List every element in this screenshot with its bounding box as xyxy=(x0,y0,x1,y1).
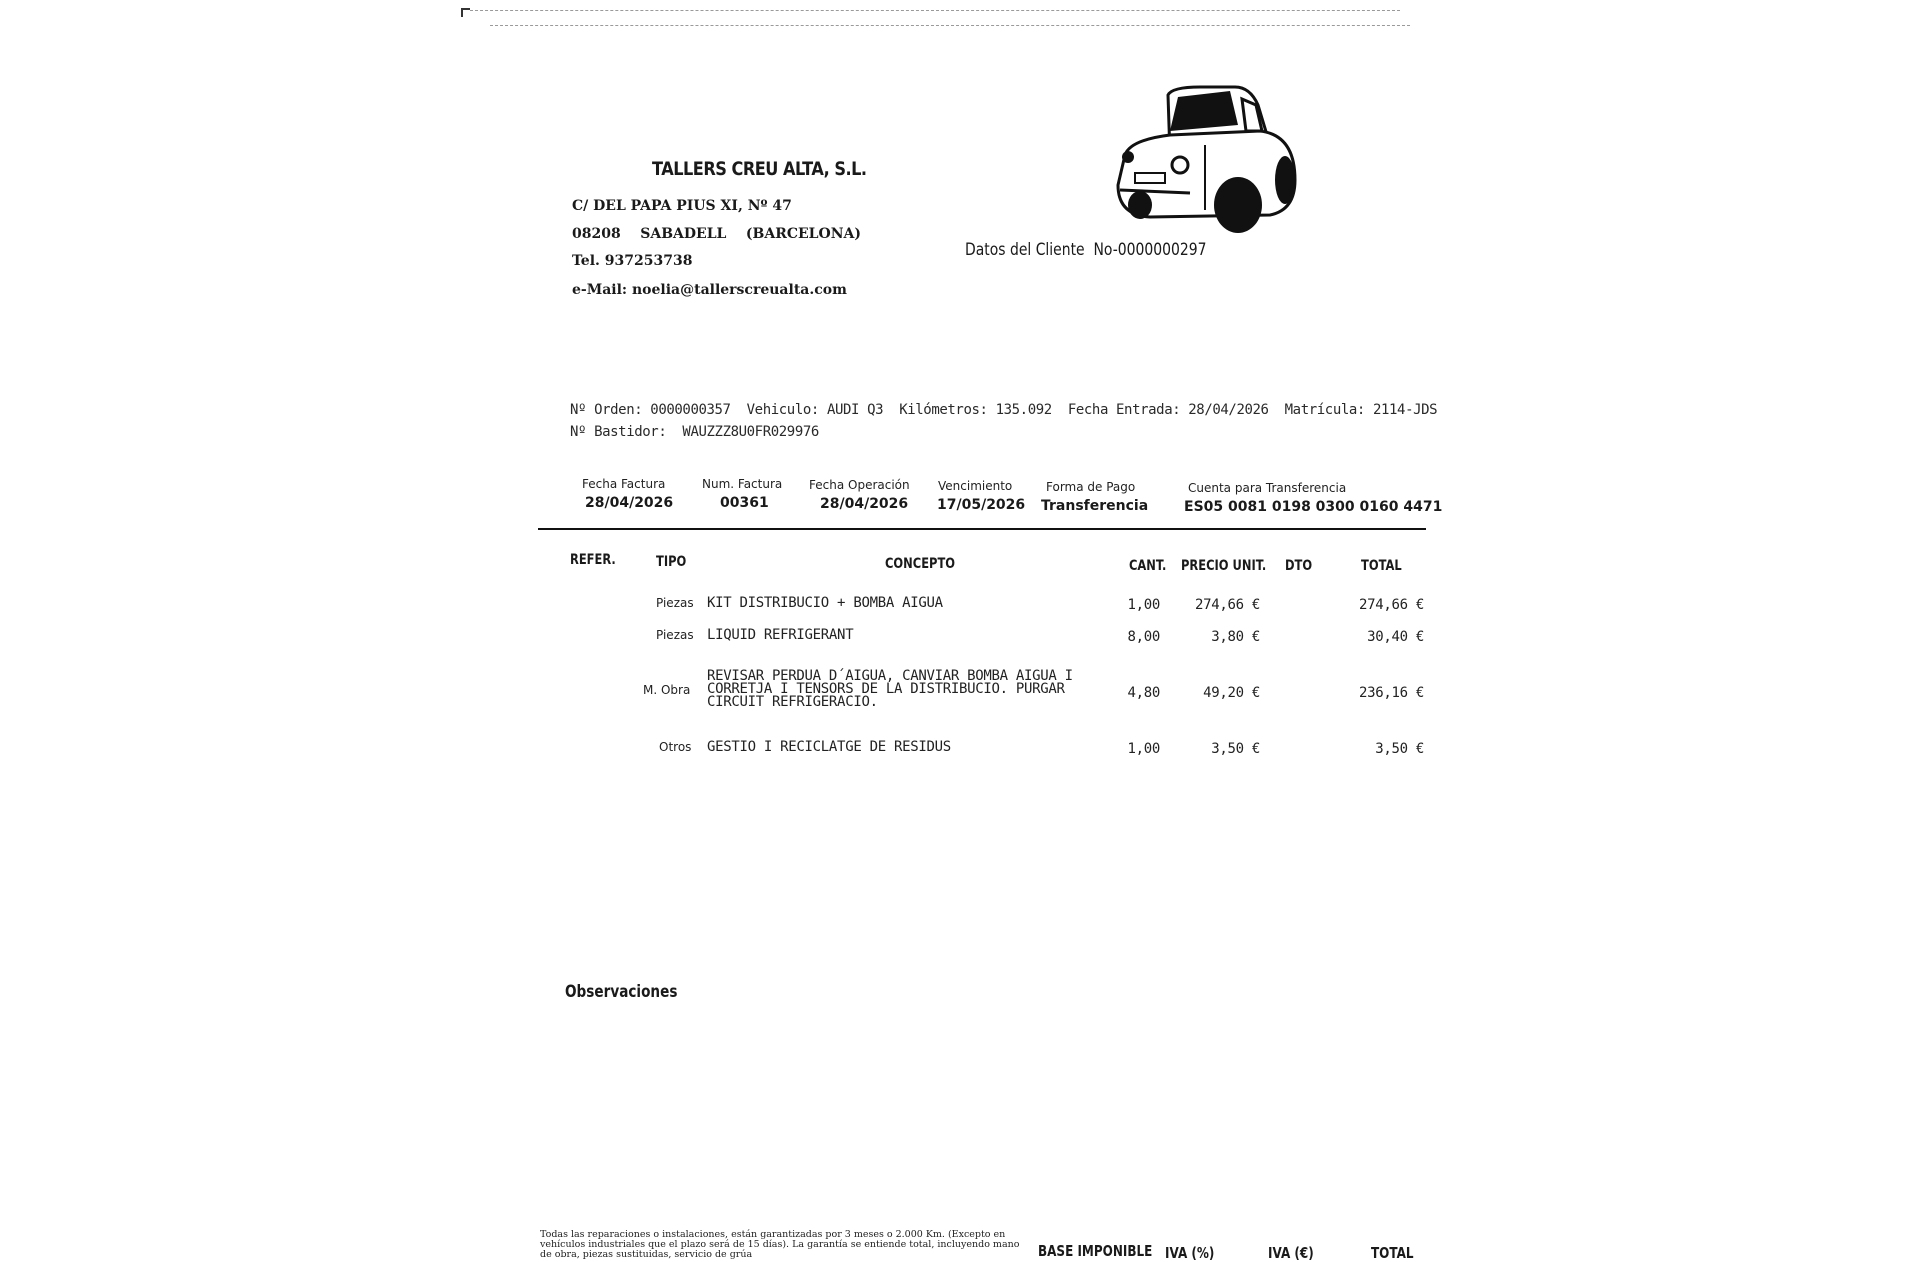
company-email: e-Mail: noelia@tallerscreualta.com xyxy=(572,282,847,298)
table-row-cant: 4,80 xyxy=(1127,685,1160,701)
table-row-precio: 3,80 € xyxy=(1211,629,1260,645)
bastidor-value: WAUZZZ8U0FR029976 xyxy=(682,424,819,440)
iva-pct-label: IVA (%) xyxy=(1165,1244,1215,1262)
table-row-concepto: KIT DISTRIBUCIO + BOMBA AIGUA xyxy=(707,595,943,611)
table-row-total: 3,50 € xyxy=(1375,741,1424,757)
col-cant: CANT. xyxy=(1129,558,1167,574)
table-row-tipo: Piezas xyxy=(656,596,694,610)
num-factura-value: 00361 xyxy=(720,495,769,511)
table-row-cant: 8,00 xyxy=(1127,629,1160,645)
company-province: (BARCELONA) xyxy=(745,226,861,242)
matricula-label: Matrícula: xyxy=(1284,402,1365,418)
client-data xyxy=(965,240,1206,260)
fecha-factura-value: 28/04/2026 xyxy=(585,495,674,511)
col-precio: PRECIO UNIT. xyxy=(1181,558,1267,574)
orden-label: Nº Orden: xyxy=(570,402,643,418)
fecha-entrada-value: 28/04/2026 xyxy=(1188,402,1269,418)
km-value: 135.092 xyxy=(995,402,1052,418)
table-row-tipo: Piezas xyxy=(656,628,694,642)
col-refer: REFER. xyxy=(570,552,616,568)
cuenta-label: Cuenta para Transferencia xyxy=(1188,481,1347,495)
order-line xyxy=(570,402,1437,418)
col-total: TOTAL xyxy=(1361,558,1402,574)
company-name: TALLERS CREU ALTA, S.L. xyxy=(652,158,867,180)
scan-top-line xyxy=(470,10,1400,11)
total-label: TOTAL xyxy=(1371,1244,1414,1262)
client-number: No-0000000297 xyxy=(1093,240,1207,260)
header-divider xyxy=(538,528,1426,530)
classic-car-icon xyxy=(1110,85,1300,235)
num-factura-label: Num. Factura xyxy=(702,477,783,491)
company-city: SABADELL xyxy=(640,226,727,242)
fecha-entrada-label: Fecha Entrada: xyxy=(1067,402,1181,418)
fecha-operacion-label: Fecha Operación xyxy=(809,478,910,492)
observaciones-label: Observaciones xyxy=(565,982,678,1002)
vehiculo-label: Vehiculo: xyxy=(746,402,819,418)
table-row-cant: 1,00 xyxy=(1127,597,1160,613)
cuenta-value: ES05 0081 0198 0300 0160 4471 xyxy=(1184,499,1443,515)
vehiculo-value: AUDI Q3 xyxy=(826,402,884,418)
fecha-operacion-value: 28/04/2026 xyxy=(820,496,909,512)
vencimiento-value: 17/05/2026 xyxy=(937,497,1026,513)
client-label: Datos del Cliente xyxy=(965,240,1085,260)
table-row-total: 236,16 € xyxy=(1358,685,1424,701)
table-row-tipo: Otros xyxy=(659,740,692,754)
vencimiento-label: Vencimiento xyxy=(938,479,1013,493)
col-concepto: CONCEPTO xyxy=(885,556,956,572)
table-row-concepto: GESTIO I RECICLATGE DE RESIDUS xyxy=(707,739,951,755)
warranty-note: Todas las reparaciones o instalaciones, están garantizadas por 3 meses o 2.000 Km. (Excepto en vehículos industriales que el plazo será de 15 días). La garantía se entiende total, incluyendo mano de obra, piezas sustituidas, servicio de grúa xyxy=(540,1229,1020,1260)
bastidor-label: Nº Bastidor: xyxy=(570,424,667,440)
table-row-precio: 49,20 € xyxy=(1203,685,1260,701)
company-phone: Tel. 937253738 xyxy=(572,253,693,269)
table-row-tipo: M. Obra xyxy=(643,683,691,697)
km-label: Kilómetros: xyxy=(899,402,988,418)
table-row-concepto: LIQUID REFRIGERANT xyxy=(707,627,854,643)
table-row-total: 274,66 € xyxy=(1358,597,1424,613)
table-row-cant: 1,00 xyxy=(1127,741,1160,757)
scan-corner-mark xyxy=(461,8,470,17)
bastidor-line xyxy=(570,424,819,440)
table-row-precio: 3,50 € xyxy=(1211,741,1260,757)
table-row-concepto: REVISAR PERDUA D´AIGUA, CANVIAR BOMBA AIGUA I CORRETJA I TENSORS DE LA DISTRIBUCIO. PURGAR CIRCUIT REFRIGERACIO. xyxy=(707,668,1073,710)
table-row-precio: 274,66 € xyxy=(1194,597,1260,613)
matricula-value: 2114-JDS xyxy=(1372,402,1438,418)
scan-top-line-2 xyxy=(490,25,1410,26)
company-city-line xyxy=(572,226,861,242)
company-postal-code: 08208 xyxy=(572,226,621,242)
col-dto: DTO xyxy=(1285,558,1313,574)
fecha-factura-label: Fecha Factura xyxy=(582,477,666,491)
company-address: C/ DEL PAPA PIUS XI, Nº 47 xyxy=(572,198,792,214)
forma-pago-label: Forma de Pago xyxy=(1046,480,1136,494)
iva-eur-label: IVA (€) xyxy=(1268,1244,1314,1262)
forma-pago-value: Transferencia xyxy=(1041,498,1149,514)
table-row-total: 30,40 € xyxy=(1367,629,1424,645)
col-tipo: TIPO xyxy=(656,554,687,570)
base-imponible-label: BASE IMPONIBLE xyxy=(1038,1242,1153,1260)
orden-value: 0000000357 xyxy=(650,402,731,418)
